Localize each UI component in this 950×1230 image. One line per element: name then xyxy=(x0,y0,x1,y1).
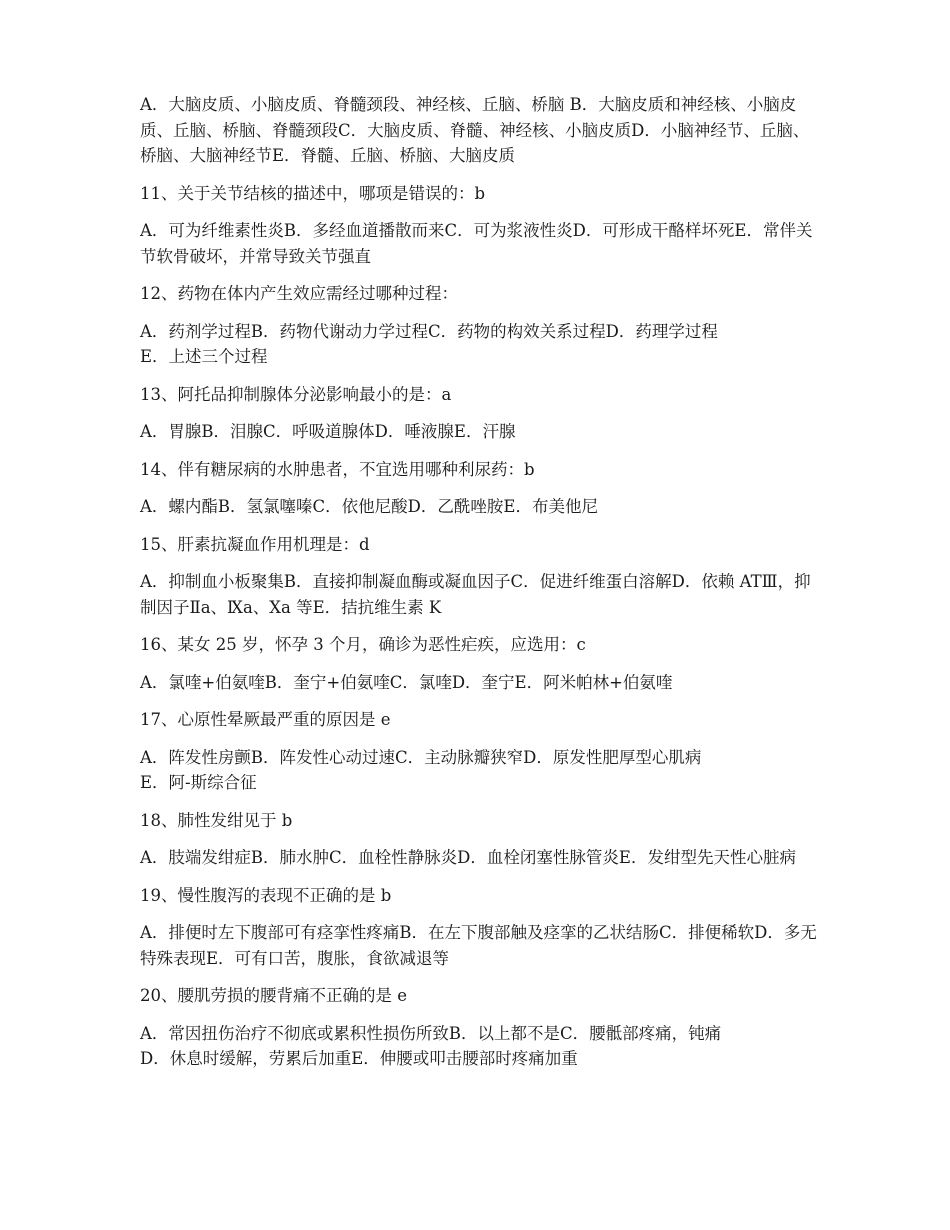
question-16: 16、某女 25 岁，怀孕 3 个月，确诊为恶性疟疾，应选用：c xyxy=(140,635,586,654)
options-12: A．药剂学过程B．药物代谢动力学过程C．药物的构效关系过程D．药理学过程 E．上述三个过程 xyxy=(140,321,718,366)
options-16: A．氯喹+伯氨喹B．奎宁+伯氨喹C．氯喹D．奎宁E．阿米帕林+伯氨喹 xyxy=(140,672,673,692)
options-11: A．可为纤维素性炎B．多经血道播散而来C．可为浆液性炎D．可形成干酪样坏死E．常伴关节软骨破坏，并常导致关节强直 xyxy=(140,221,813,266)
question-19: 19、慢性腹泻的表现不正确的是 b xyxy=(140,885,392,905)
options-15: A．抑制血小板聚集B．直接抑制凝血酶或凝血因子C．促进纤维蛋白溶解D．依赖 ATⅢ，抑制因子Ⅱa、Ⅸa、Ⅹa 等E．拮抗维生素 K xyxy=(140,572,811,617)
question-15: 15、肝素抗凝血作用机理是：d xyxy=(140,534,370,554)
intro-options: A．大脑皮质、小脑皮质、脊髓颈段、神经核、丘脑、桥脑 B．大脑皮质和神经核、小脑皮质、丘脑、桥脑、脊髓颈段C．大脑皮质、脊髓、神经核、小脑皮质D．小脑神经节、丘脑、桥脑、大脑神经节E．脊髓、丘脑、桥脑、大脑皮质 xyxy=(140,95,810,165)
options-13: A．胃腺B．泪腺C．呼吸道腺体D．唾液腺E．汗腺 xyxy=(140,422,516,441)
options-14: A．螺内酯B．氢氯噻嗪C．依他尼酸D．乙酰唑胺E．布美他尼 xyxy=(140,497,598,516)
options-20: A．常因扭伤治疗不彻底或累积性损伤所致B．以上都不是C．腰骶部疼痛，钝痛 D．休息时缓解，劳累后加重E．伸腰或叩击腰部时疼痛加重 xyxy=(140,1023,722,1068)
question-18: 18、肺性发绀见于 b xyxy=(140,810,293,830)
question-20: 20、腰肌劳损的腰背痛不正确的是 e xyxy=(140,986,408,1005)
question-11: 11、关于关节结核的描述中，哪项是错误的：b xyxy=(140,183,486,203)
document-page xyxy=(140,92,820,1072)
question-14: 14、伴有糖尿病的水肿患者，不宜选用哪种利尿药：b xyxy=(140,459,535,479)
options-18: A．肢端发绀症B．肺水肿C．血栓性静脉炎D．血栓闭塞性脉管炎E．发绀型先天性心脏病 xyxy=(140,848,796,867)
question-13: 13、阿托品抑制腺体分泌影响最小的是：a xyxy=(140,384,452,404)
question-12: 12、药物在体内产生效应需经过哪种过程： xyxy=(140,284,458,303)
options-17: A．阵发性房颤B．阵发性心动过速C．主动脉瓣狭窄D．原发性肥厚型心肌病 E．阿-斯综合征 xyxy=(140,747,702,792)
options-19: A．排便时左下腹部可有痉挛性疼痛B．在左下腹部触及痉挛的乙状结肠C．排便稀软D．多无特殊表现E．可有口苦，腹胀，食欲减退等 xyxy=(140,923,817,968)
question-17: 17、心原性晕厥最严重的原因是 e xyxy=(140,710,391,729)
